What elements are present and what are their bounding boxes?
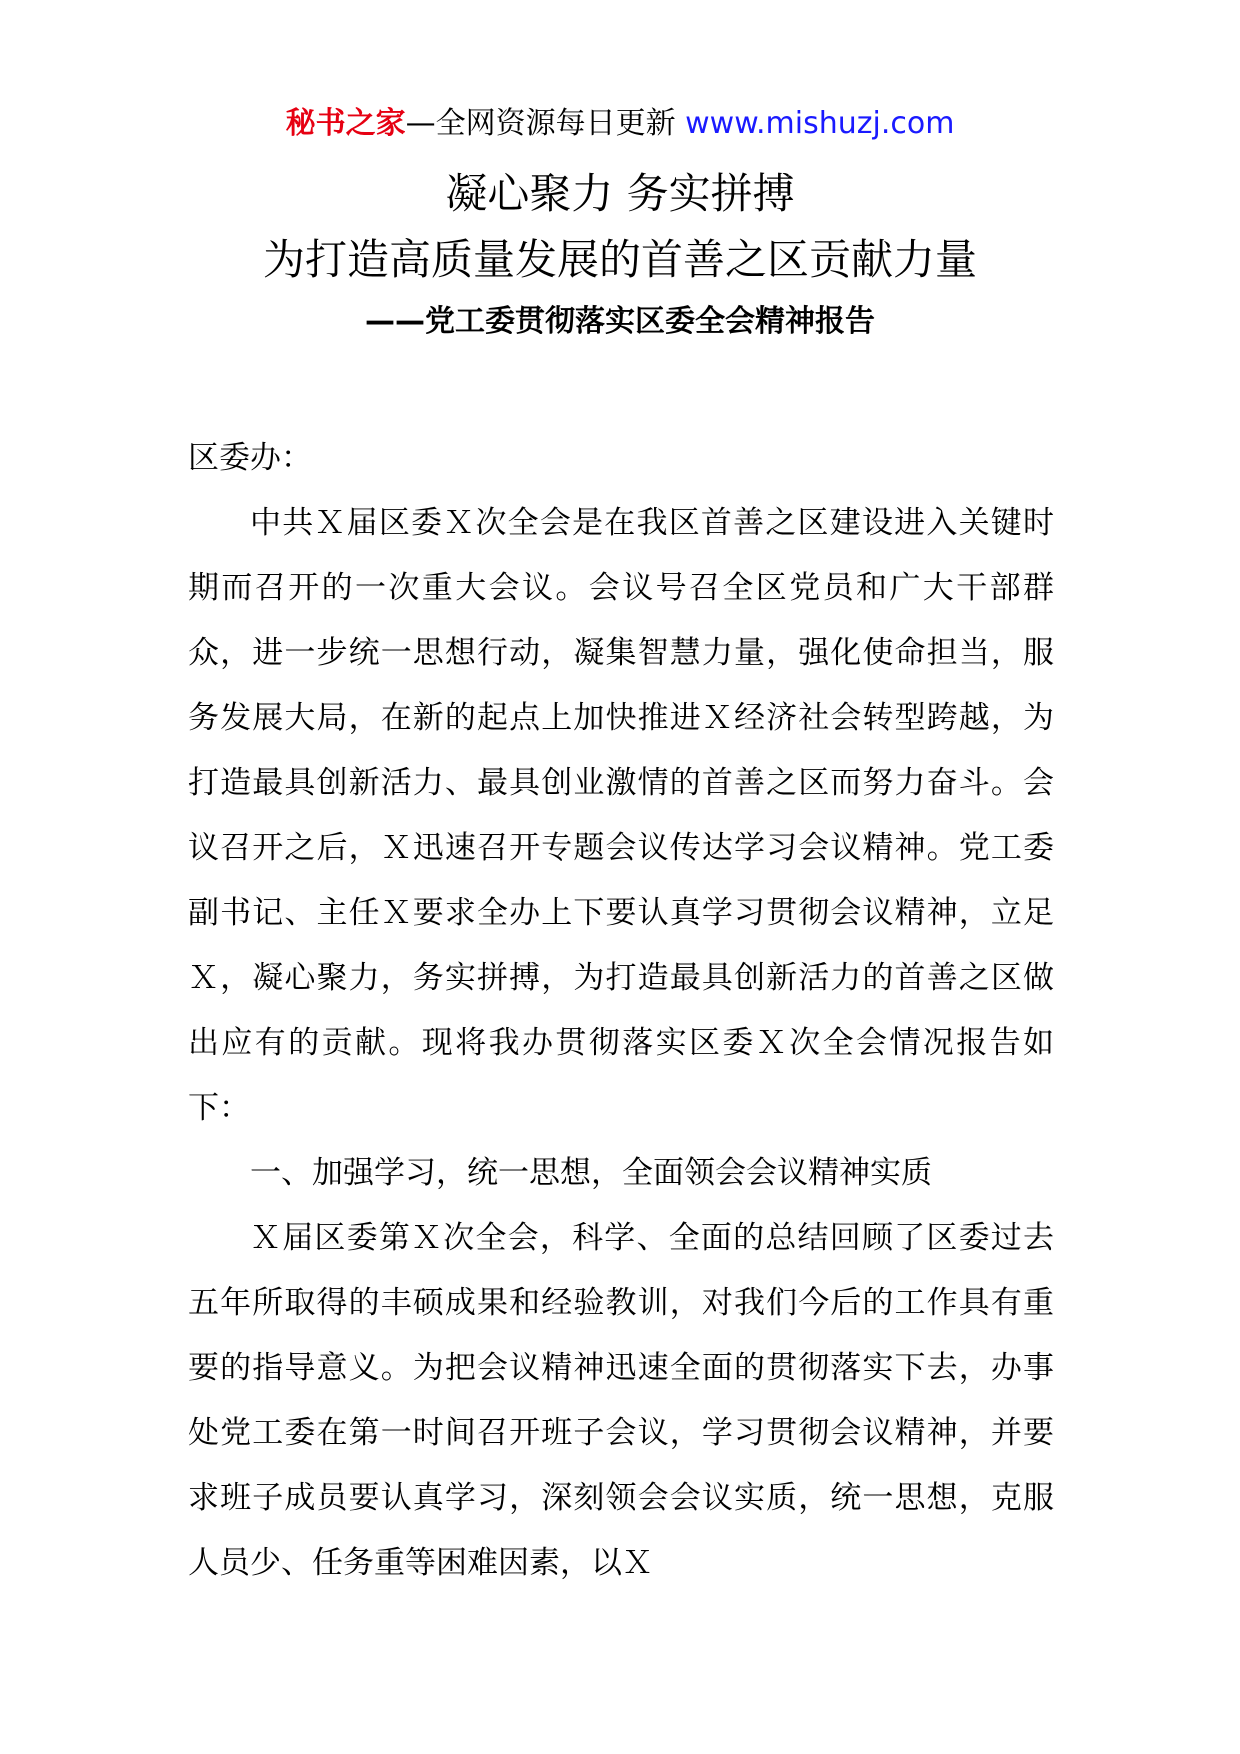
section-heading: 一、加强学习，统一思想，全面领会会议精神实质 — [250, 1155, 932, 1191]
banner-tagline: —全网资源每日更新 — [405, 106, 676, 141]
site-banner — [0, 104, 1240, 144]
body-paragraph: 中共Ｘ届区委Ｘ次全会是在我区首善之区建设进入关键时期而召开的一次重大会议。会议号召全区党员和广大干部群众，进一步统一思想行动，凝集智慧力量，强化使命担当，服务发展大局，在新的起点上加快推进Ｘ经济社会转型跨越，为打造最具创新活力、最具创业激情的首善之区而努力奋斗。会议召开之后，Ｘ迅速召开专题会议传达学习会议精神。党工委副书记、主任Ｘ要求全办上下要认真学习贯彻会议精神，立足Ｘ，凝心聚力，务实拼搏，为打造最具创新活力的首善之区做出应有的贡献。现将我办贯彻落实区委Ｘ次全会情况报告如下： — [188, 505, 1054, 1126]
banner-url-link[interactable]: www.mishuzj.com — [685, 106, 955, 141]
document-title-line-2: 为打造高质量发展的首善之区贡献力量 — [262, 235, 977, 284]
salutation: 区委办： — [188, 440, 312, 476]
document-subtitle: ——党工委贯彻落实区委全会精神报告 — [365, 304, 875, 339]
banner-brand: 秘书之家 — [285, 106, 406, 141]
body-paragraph: Ｘ届区委第Ｘ次全会，科学、全面的总结回顾了区委过去五年所取得的丰硕成果和经验教训，对我们今后的工作具有重要的指导意义。为把会议精神迅速全面的贯彻落实下去，办事处党工委在第一时间召开班子会议，学习贯彻会议精神，并要求班子成员要认真学习，深刻领会会议实质，统一思想，克服人员少、任务重等困难因素，以Ｘ — [188, 1220, 1054, 1581]
document-body — [188, 426, 1054, 1596]
document-title-line-1: 凝心聚力 务实拼搏 — [445, 169, 795, 218]
